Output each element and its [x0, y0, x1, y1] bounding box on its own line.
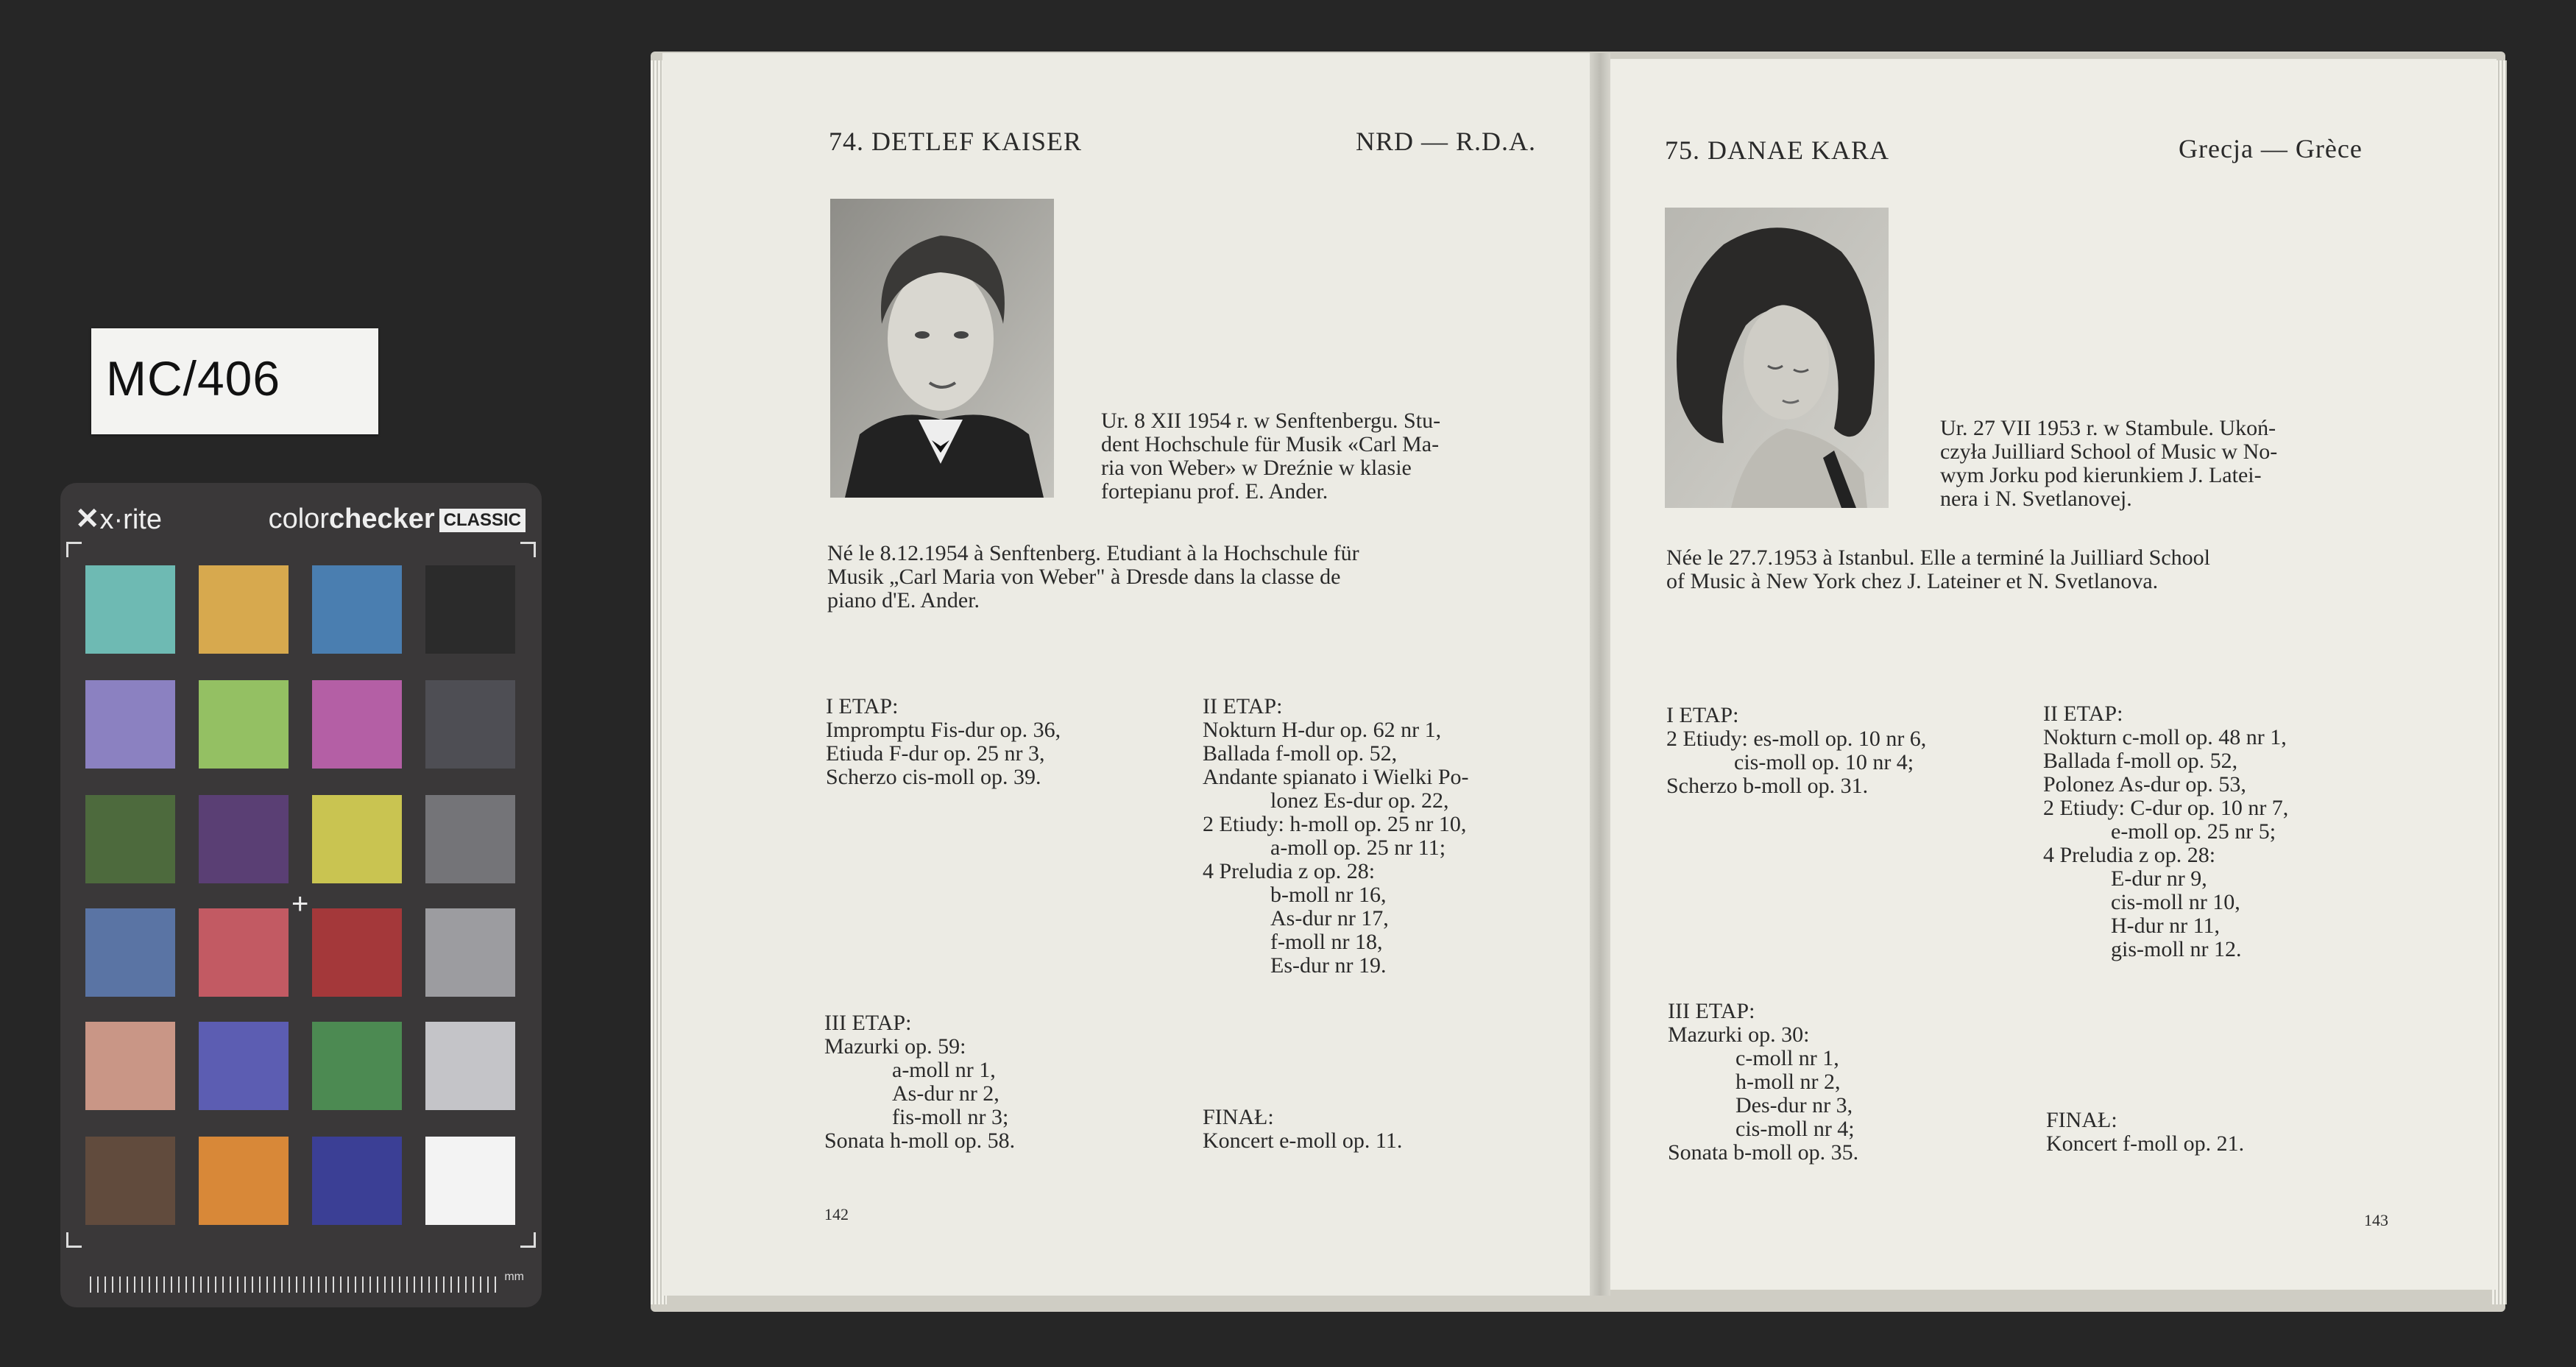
repertoire-line: b-moll nr 16, — [1270, 883, 1387, 907]
repertoire-line: Ballada f-moll op. 52, — [2043, 749, 2238, 773]
repertoire-line: Scherzo b-moll op. 31. — [1666, 774, 1869, 798]
final-piece: Koncert f-moll op. 21. — [2046, 1131, 2245, 1156]
etap3-title: III ETAP: — [824, 1011, 912, 1035]
repertoire-line: 2 Etiudy: C-dur op. 10 nr 7, — [2043, 796, 2289, 820]
final-piece: Koncert e-moll op. 11. — [1203, 1128, 1403, 1153]
repertoire-line: c-moll nr 1, — [1735, 1046, 1839, 1070]
color-patch — [199, 795, 289, 883]
bio-french — [827, 542, 1544, 612]
color-patch — [85, 1022, 175, 1110]
repertoire-line: 4 Preludia z op. 28: — [1203, 859, 1376, 883]
repertoire-line: gis-moll nr 12. — [2111, 937, 2242, 961]
final-section — [2046, 1109, 2399, 1156]
repertoire-line: cis-moll nr 4; — [1735, 1117, 1855, 1141]
final-title: FINAŁ: — [1203, 1105, 1274, 1129]
etap3-section — [824, 1011, 1178, 1153]
ruler-unit: mm — [504, 1271, 524, 1283]
bio-line: fortepianu prof. E. Ander. — [1101, 479, 1328, 504]
book-gutter — [1590, 53, 1610, 1296]
final-section — [1203, 1106, 1556, 1153]
repertoire-line: Ballada f-moll op. 52, — [1203, 741, 1398, 766]
bio-line: Ur. 8 XII 1954 r. w Senftenbergu. Stu- — [1101, 409, 1441, 433]
repertoire-line: 4 Preludia z op. 28: — [2043, 843, 2216, 867]
bio-line: Musik „Carl Maria von Weber" à Dresde dans la classe de — [827, 565, 1341, 589]
color-patch — [199, 1137, 289, 1225]
repertoire-line: Sonata h-moll op. 58. — [824, 1128, 1016, 1153]
bio-line: dent Hochschule für Musik «Carl Ma- — [1101, 432, 1440, 456]
etap3-section — [1668, 1000, 2021, 1165]
repertoire-line: As-dur nr 17, — [1270, 906, 1389, 930]
color-patch — [312, 1022, 402, 1110]
repertoire-line: Sonata b-moll op. 35. — [1668, 1140, 1859, 1165]
color-patch — [312, 908, 402, 997]
xrite-logo: ✕x·rite — [75, 503, 162, 535]
bio-line: Ur. 27 VII 1953 r. w Stambule. Ukoń- — [1940, 416, 2276, 440]
etap2-title: II ETAP: — [1203, 694, 1283, 718]
bio-line: Née le 27.7.1953 à Istanbul. Elle a terminé la Juilliard School — [1666, 545, 2210, 570]
repertoire-line: f-moll nr 18, — [1270, 930, 1383, 954]
bio-line: nera i N. Svetlanovej. — [1940, 487, 2132, 511]
mm-ruler — [90, 1276, 502, 1293]
repertoire-line: Nokturn H-dur op. 62 nr 1, — [1203, 718, 1442, 742]
etap3-list — [1668, 1023, 2021, 1165]
color-patch — [199, 680, 289, 769]
repertoire-line: cis-moll nr 10, — [2111, 890, 2240, 914]
color-patch — [199, 908, 289, 997]
bio-line: czyła Juilliard School of Music w No- — [1940, 439, 2278, 464]
repertoire-line: e-moll op. 25 nr 5; — [2111, 819, 2276, 844]
color-patch — [425, 1022, 515, 1110]
repertoire-line: h-moll nr 2, — [1735, 1070, 1841, 1094]
repertoire-line: Scherzo cis-moll op. 39. — [826, 765, 1041, 789]
repertoire-line: Mazurki op. 59: — [824, 1034, 966, 1059]
archive-label-text: MC/406 — [106, 351, 281, 406]
color-patch — [425, 908, 515, 997]
repertoire-line: H-dur nr 11, — [2111, 914, 2221, 938]
etap2-list — [1203, 718, 1556, 978]
bio-polish — [1101, 409, 1544, 504]
repertoire-line: Etiuda F-dur op. 25 nr 3, — [826, 741, 1045, 766]
archive-label — [91, 328, 378, 434]
corner-mark — [66, 1232, 82, 1248]
color-checker-card — [60, 483, 542, 1307]
color-patch — [425, 565, 515, 654]
page-number: 143 — [2364, 1211, 2388, 1229]
etap1-list — [1666, 727, 2020, 798]
corner-mark — [520, 1232, 536, 1248]
final-title: FINAŁ: — [2046, 1108, 2117, 1132]
etap1-title: I ETAP: — [1666, 703, 1739, 727]
color-patch — [425, 1137, 515, 1225]
etap2-section — [1203, 695, 1556, 978]
bio-line: piano d'E. Ander. — [827, 588, 980, 612]
repertoire-line: Des-dur nr 3, — [1735, 1093, 1853, 1117]
portrait-photo — [1665, 208, 1889, 508]
color-patch — [425, 680, 515, 769]
color-patch — [85, 1137, 175, 1225]
repertoire-line: Es-dur nr 19. — [1270, 953, 1387, 978]
repertoire-line: 2 Etiudy: es-moll op. 10 nr 6, — [1666, 727, 1927, 751]
color-patch — [312, 1137, 402, 1225]
repertoire-line: lonez Es-dur op. 22, — [1270, 788, 1449, 813]
color-patch — [85, 795, 175, 883]
color-patch — [312, 565, 402, 654]
etap3-title: III ETAP: — [1668, 999, 1755, 1023]
etap1-title: I ETAP: — [826, 694, 899, 718]
color-patch — [85, 908, 175, 997]
colorchecker-logo: colorchecker CLASSIC — [269, 504, 526, 535]
color-patch — [85, 565, 175, 654]
entry-heading: 75. DANAE KARA — [1665, 135, 1889, 165]
bio-french — [1666, 546, 2382, 593]
repertoire-line: a-moll nr 1, — [892, 1058, 996, 1082]
entry-heading: 74. DETLEF KAISER — [829, 127, 1082, 156]
repertoire-line: Polonez As-dur op. 53, — [2043, 772, 2246, 796]
entry-country: NRD — R.D.A. — [1356, 127, 1537, 156]
bio-line: of Music à New York chez J. Lateiner et N. Svetlanova. — [1666, 569, 2159, 593]
repertoire-line: 2 Etiudy: h-moll op. 25 nr 10, — [1203, 812, 1467, 836]
etap1-section — [1666, 704, 2020, 798]
crosshair-icon: + — [291, 888, 309, 920]
portrait-photo — [830, 199, 1054, 498]
etap2-section — [2043, 702, 2396, 961]
etap1-section — [826, 695, 1179, 789]
color-patch — [312, 795, 402, 883]
repertoire-line: Nokturn c-moll op. 48 nr 1, — [2043, 725, 2287, 749]
repertoire-line: cis-moll op. 10 nr 4; — [1734, 750, 1914, 774]
corner-mark — [520, 542, 536, 557]
repertoire-line: a-moll op. 25 nr 11; — [1270, 836, 1446, 860]
bio-line: wym Jorku pod kierunkiem J. Latei- — [1940, 463, 2262, 487]
repertoire-line: E-dur nr 9, — [2111, 866, 2207, 891]
etap3-list — [824, 1035, 1178, 1153]
color-patch — [85, 680, 175, 769]
repertoire-line: As-dur nr 2, — [892, 1081, 999, 1106]
bio-line: ria von Weber» w Dreźnie w klasie — [1101, 456, 1412, 480]
bio-line: Né le 8.12.1954 à Senftenberg. Etudiant à la Hochschule für — [827, 541, 1359, 565]
color-patch — [312, 680, 402, 769]
repertoire-line: Mazurki op. 30: — [1668, 1022, 1810, 1047]
repertoire-line: Andante spianato i Wielki Po- — [1203, 765, 1469, 789]
page-number: 142 — [824, 1205, 849, 1223]
color-patch — [199, 1022, 289, 1110]
etap2-title: II ETAP: — [2043, 702, 2123, 726]
etap2-list — [2043, 726, 2396, 961]
corner-mark — [66, 542, 82, 557]
color-patch — [199, 565, 289, 654]
bio-polish — [1940, 417, 2382, 511]
repertoire-line: Impromptu Fis-dur op. 36, — [826, 718, 1061, 742]
color-patch — [425, 795, 515, 883]
repertoire-line: fis-moll nr 3; — [892, 1105, 1009, 1129]
entry-country: Grecja — Grèce — [2179, 134, 2363, 163]
